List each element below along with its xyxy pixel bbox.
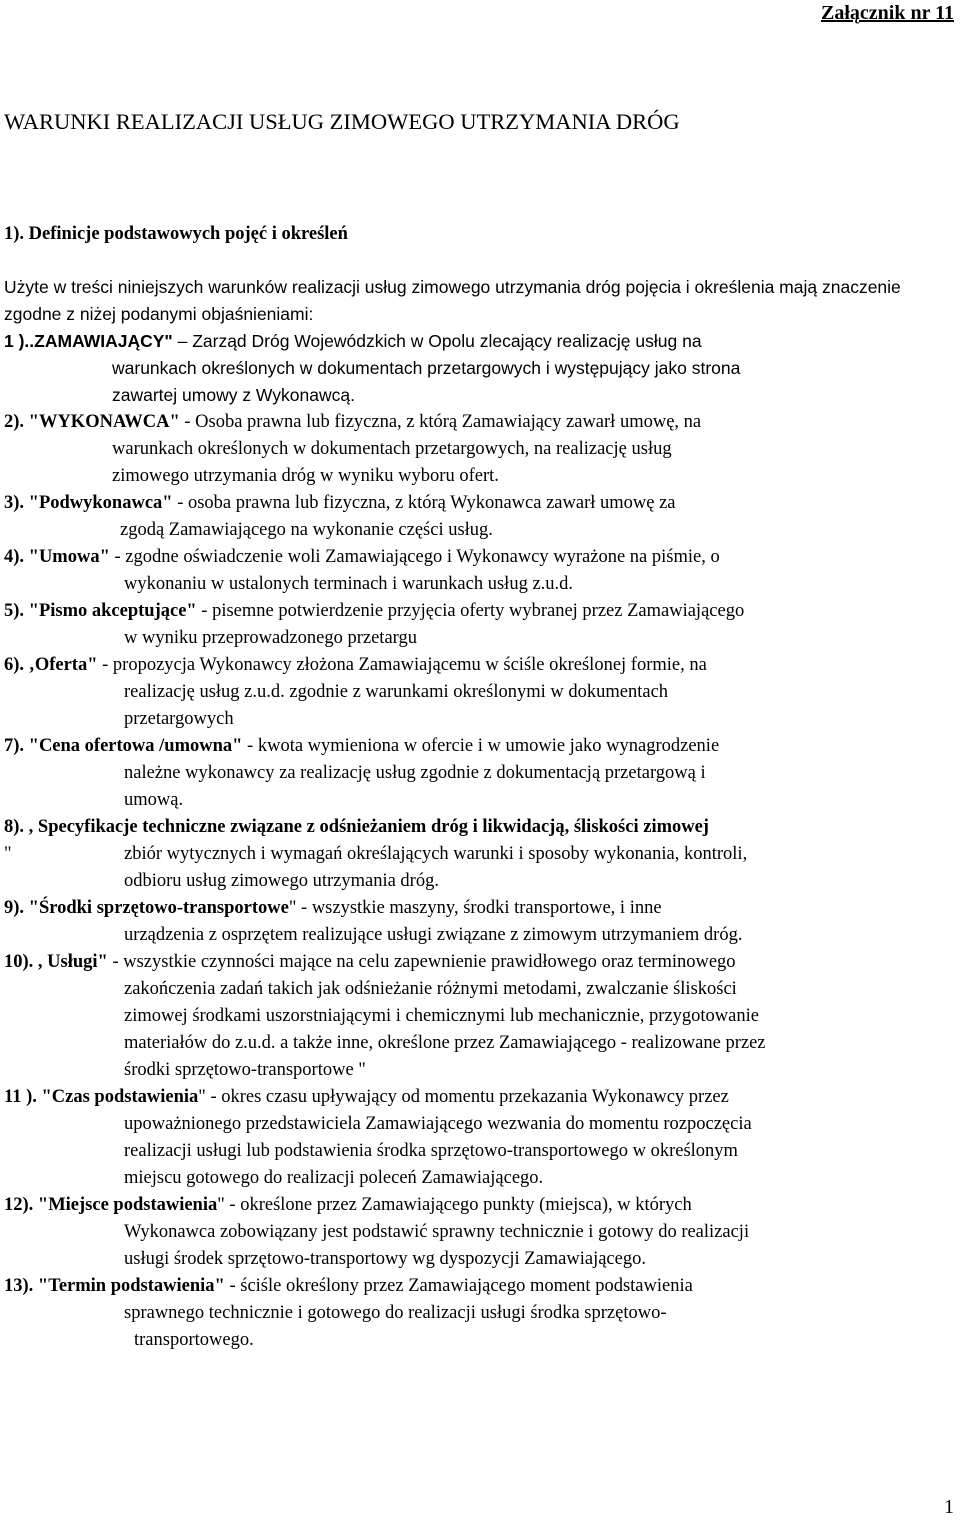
- definition-line: przetargowych: [124, 709, 234, 729]
- definition-number: 5).: [4, 601, 25, 621]
- definition-first-line: [4, 544, 956, 571]
- definition-item: [4, 544, 956, 598]
- intro-paragraph: Użyte w treści niniejszych warunków realizacji usług zimowego utrzymania dróg pojęcia i określenia mają znaczenie zgodne z niżej podanymi objaśnieniami:: [4, 277, 901, 324]
- document-title: WARUNKI REALIZACJI USŁUG ZIMOWEGO UTRZYMANIA DRÓG: [4, 109, 680, 134]
- definition-item: [4, 490, 956, 544]
- definition-item: [4, 328, 956, 409]
- definition-number: 1 ).: [4, 331, 30, 351]
- definition-number: 9).: [4, 898, 25, 918]
- definition-term: "Czas podstawienia: [36, 1087, 199, 1107]
- definition-line: realizację usług z.u.d. zgodnie z warunkami określonymi w dokumentach: [124, 682, 669, 702]
- definition-line: zimowego utrzymania dróg w wyniku wyboru ofert.: [112, 466, 499, 486]
- definition-first-line: [4, 598, 956, 625]
- definition-number: 8).: [4, 817, 25, 837]
- definition-text: - osoba prawna lub fizyczna, z którą Wykonawca zawarł umowę za: [172, 493, 676, 513]
- section-heading: 1). Definicje podstawowych pojęć i określeń: [4, 224, 348, 244]
- definition-line: realizacji usługi lub podstawienia środka sprzętowo-transportowego w określonym: [124, 1141, 738, 1161]
- definition-text: " - wszystkie maszyny, środki transportowe, i inne: [288, 898, 662, 918]
- definition-number: 11 ).: [4, 1087, 37, 1107]
- definitions-list: [4, 328, 956, 1354]
- definition-item: [4, 1192, 956, 1273]
- definition-first-line: [4, 328, 956, 355]
- definition-item: [4, 814, 956, 895]
- definition-line: transportowego.: [134, 1330, 254, 1350]
- definition-number: 12).: [4, 1195, 34, 1215]
- page-number: 1: [944, 1496, 954, 1518]
- definition-term: .ZAMAWIAJĄCY": [29, 331, 173, 351]
- definition-term: "Pismo akceptujące": [24, 601, 197, 621]
- definition-item: [4, 652, 956, 733]
- definition-item: [4, 949, 956, 1084]
- definition-number: 2).: [4, 412, 25, 432]
- definition-first-line: [4, 895, 956, 922]
- definition-item: [4, 409, 956, 490]
- definition-line: w wyniku przeprowadzonego przetargu: [124, 628, 417, 648]
- definition-text: - propozycja Wykonawcy złożona Zamawiającemu w ściśle określonej formie, na: [97, 655, 707, 675]
- definition-line: urządzenia z osprzętem realizujące usługi związane z zimowym utrzymaniem dróg.: [124, 925, 743, 945]
- definition-term: "Podwykonawca": [24, 493, 173, 513]
- definition-item: [4, 1273, 956, 1354]
- definition-item: [4, 598, 956, 652]
- definition-term: "Umowa": [24, 547, 110, 567]
- definition-text: - pisemne potwierdzenie przyjęcia oferty wybranej przez Zamawiającego: [196, 601, 745, 621]
- definition-first-line: [4, 1273, 956, 1300]
- definition-text: " - okres czasu upływający od momentu przekazania Wykonawcy przez: [198, 1087, 729, 1107]
- definition-text: - ściśle określony przez Zamawiającego moment podstawienia: [224, 1276, 693, 1296]
- definition-first-line: [4, 409, 956, 436]
- definition-number: 13).: [4, 1276, 34, 1296]
- definition-term: , Specyfikacje techniczne związane z odśnieżaniem dróg i likwidacją, śliskości zimowej: [24, 817, 709, 837]
- definition-first-line: [4, 814, 956, 841]
- definition-term: "Miejsce podstawienia: [33, 1195, 218, 1215]
- definition-number: 10).: [4, 952, 34, 972]
- definition-first-line: [4, 1192, 956, 1219]
- annex-label: Załącznik nr 11: [821, 2, 954, 24]
- definition-line: odbioru usług zimowego utrzymania dróg.: [124, 871, 439, 891]
- definition-term: "Cena ofertowa /umowna": [24, 736, 243, 756]
- definition-term: "Środki sprzętowo-transportowe: [24, 898, 289, 918]
- definition-line: warunkach określonych w dokumentach przetargowych, na realizację usług: [112, 439, 672, 459]
- definition-text: " - określone przez Zamawiającego punkty (miejsca), w których: [217, 1195, 692, 1215]
- definition-text: - Osoba prawna lub fizyczna, z którą Zamawiający zawarł umowę, na: [179, 412, 702, 432]
- definition-text: - kwota wymieniona w ofercie i w umowie jako wynagrodzenie: [242, 736, 720, 756]
- definition-line: należne wykonawcy za realizację usług zgodnie z dokumentacją przetargową i: [124, 763, 706, 783]
- definition-first-line: [4, 733, 956, 760]
- definition-first-line: [4, 1084, 956, 1111]
- definition-line: Wykonawca zobowiązany jest podstawić sprawny technicznie i gotowy do realizacji: [124, 1222, 750, 1242]
- definition-number: 4).: [4, 547, 25, 567]
- definition-number: 7).: [4, 736, 25, 756]
- definition-text: - wszystkie czynności mające na celu zapewnienie prawidłowego oraz terminowego: [107, 952, 736, 972]
- definition-line: umową.: [124, 790, 184, 810]
- quote-mark: ": [4, 844, 12, 864]
- definition-line: zawartej umowy z Wykonawcą.: [112, 385, 355, 405]
- definition-number: 6).: [4, 655, 25, 675]
- definition-number: 3).: [4, 493, 25, 513]
- definition-first-line: [4, 949, 956, 976]
- definition-term: "Termin podstawienia": [33, 1276, 225, 1296]
- definition-term: , Usługi": [33, 952, 108, 972]
- definition-item: [4, 1084, 956, 1192]
- definition-first-line: [4, 652, 956, 679]
- definition-text: - zgodne oświadczenie woli Zamawiającego i Wykonawcy wyrażone na piśmie, o: [109, 547, 720, 567]
- definition-term: ‚Oferta": [24, 655, 98, 675]
- definition-item: [4, 895, 956, 949]
- definition-line: zgodą Zamawiającego na wykonanie części usług.: [120, 520, 493, 540]
- definition-line: usługi środek sprzętowo-transportowy wg dyspozycji Zamawiającego.: [124, 1249, 646, 1269]
- definition-line: wykonaniu w ustalonych terminach i warunkach usług z.u.d.: [124, 574, 574, 594]
- definition-line: upoważnionego przedstawiciela Zamawiającego wezwania do momentu rozpoczęcia: [124, 1114, 752, 1134]
- definition-line: zimowej środkami uszorstniającymi i chemicznymi lub mechanicznie, przygotowanie: [124, 1006, 759, 1026]
- definition-line: środki sprzętowo-transportowe ": [124, 1060, 366, 1080]
- definition-first-line: [4, 490, 956, 517]
- definition-line: sprawnego technicznie i gotowego do realizacji usługi środka sprzętowo-: [124, 1303, 667, 1323]
- definition-line: miejscu gotowego do realizacji poleceń Zamawiającego.: [124, 1168, 544, 1188]
- definition-line: [4, 841, 956, 868]
- definition-text: zbiór wytycznych i wymagań określających warunki i sposoby wykonania, kontroli,: [124, 844, 748, 864]
- definition-term: "WYKONAWCA": [24, 412, 180, 432]
- definition-line: zakończenia zadań takich jak odśnieżanie różnymi metodami, zwalczanie śliskości: [124, 979, 737, 999]
- definition-line: warunkach określonych w dokumentach przetargowych i występujący jako strona: [112, 358, 741, 378]
- definition-line: materiałów do z.u.d. a także inne, określone przez Zamawiającego - realizowane przez: [124, 1033, 766, 1053]
- definition-item: [4, 733, 956, 814]
- definition-text: – Zarząd Dróg Wojewódzkich w Opolu zlecający realizację usług na: [172, 331, 702, 351]
